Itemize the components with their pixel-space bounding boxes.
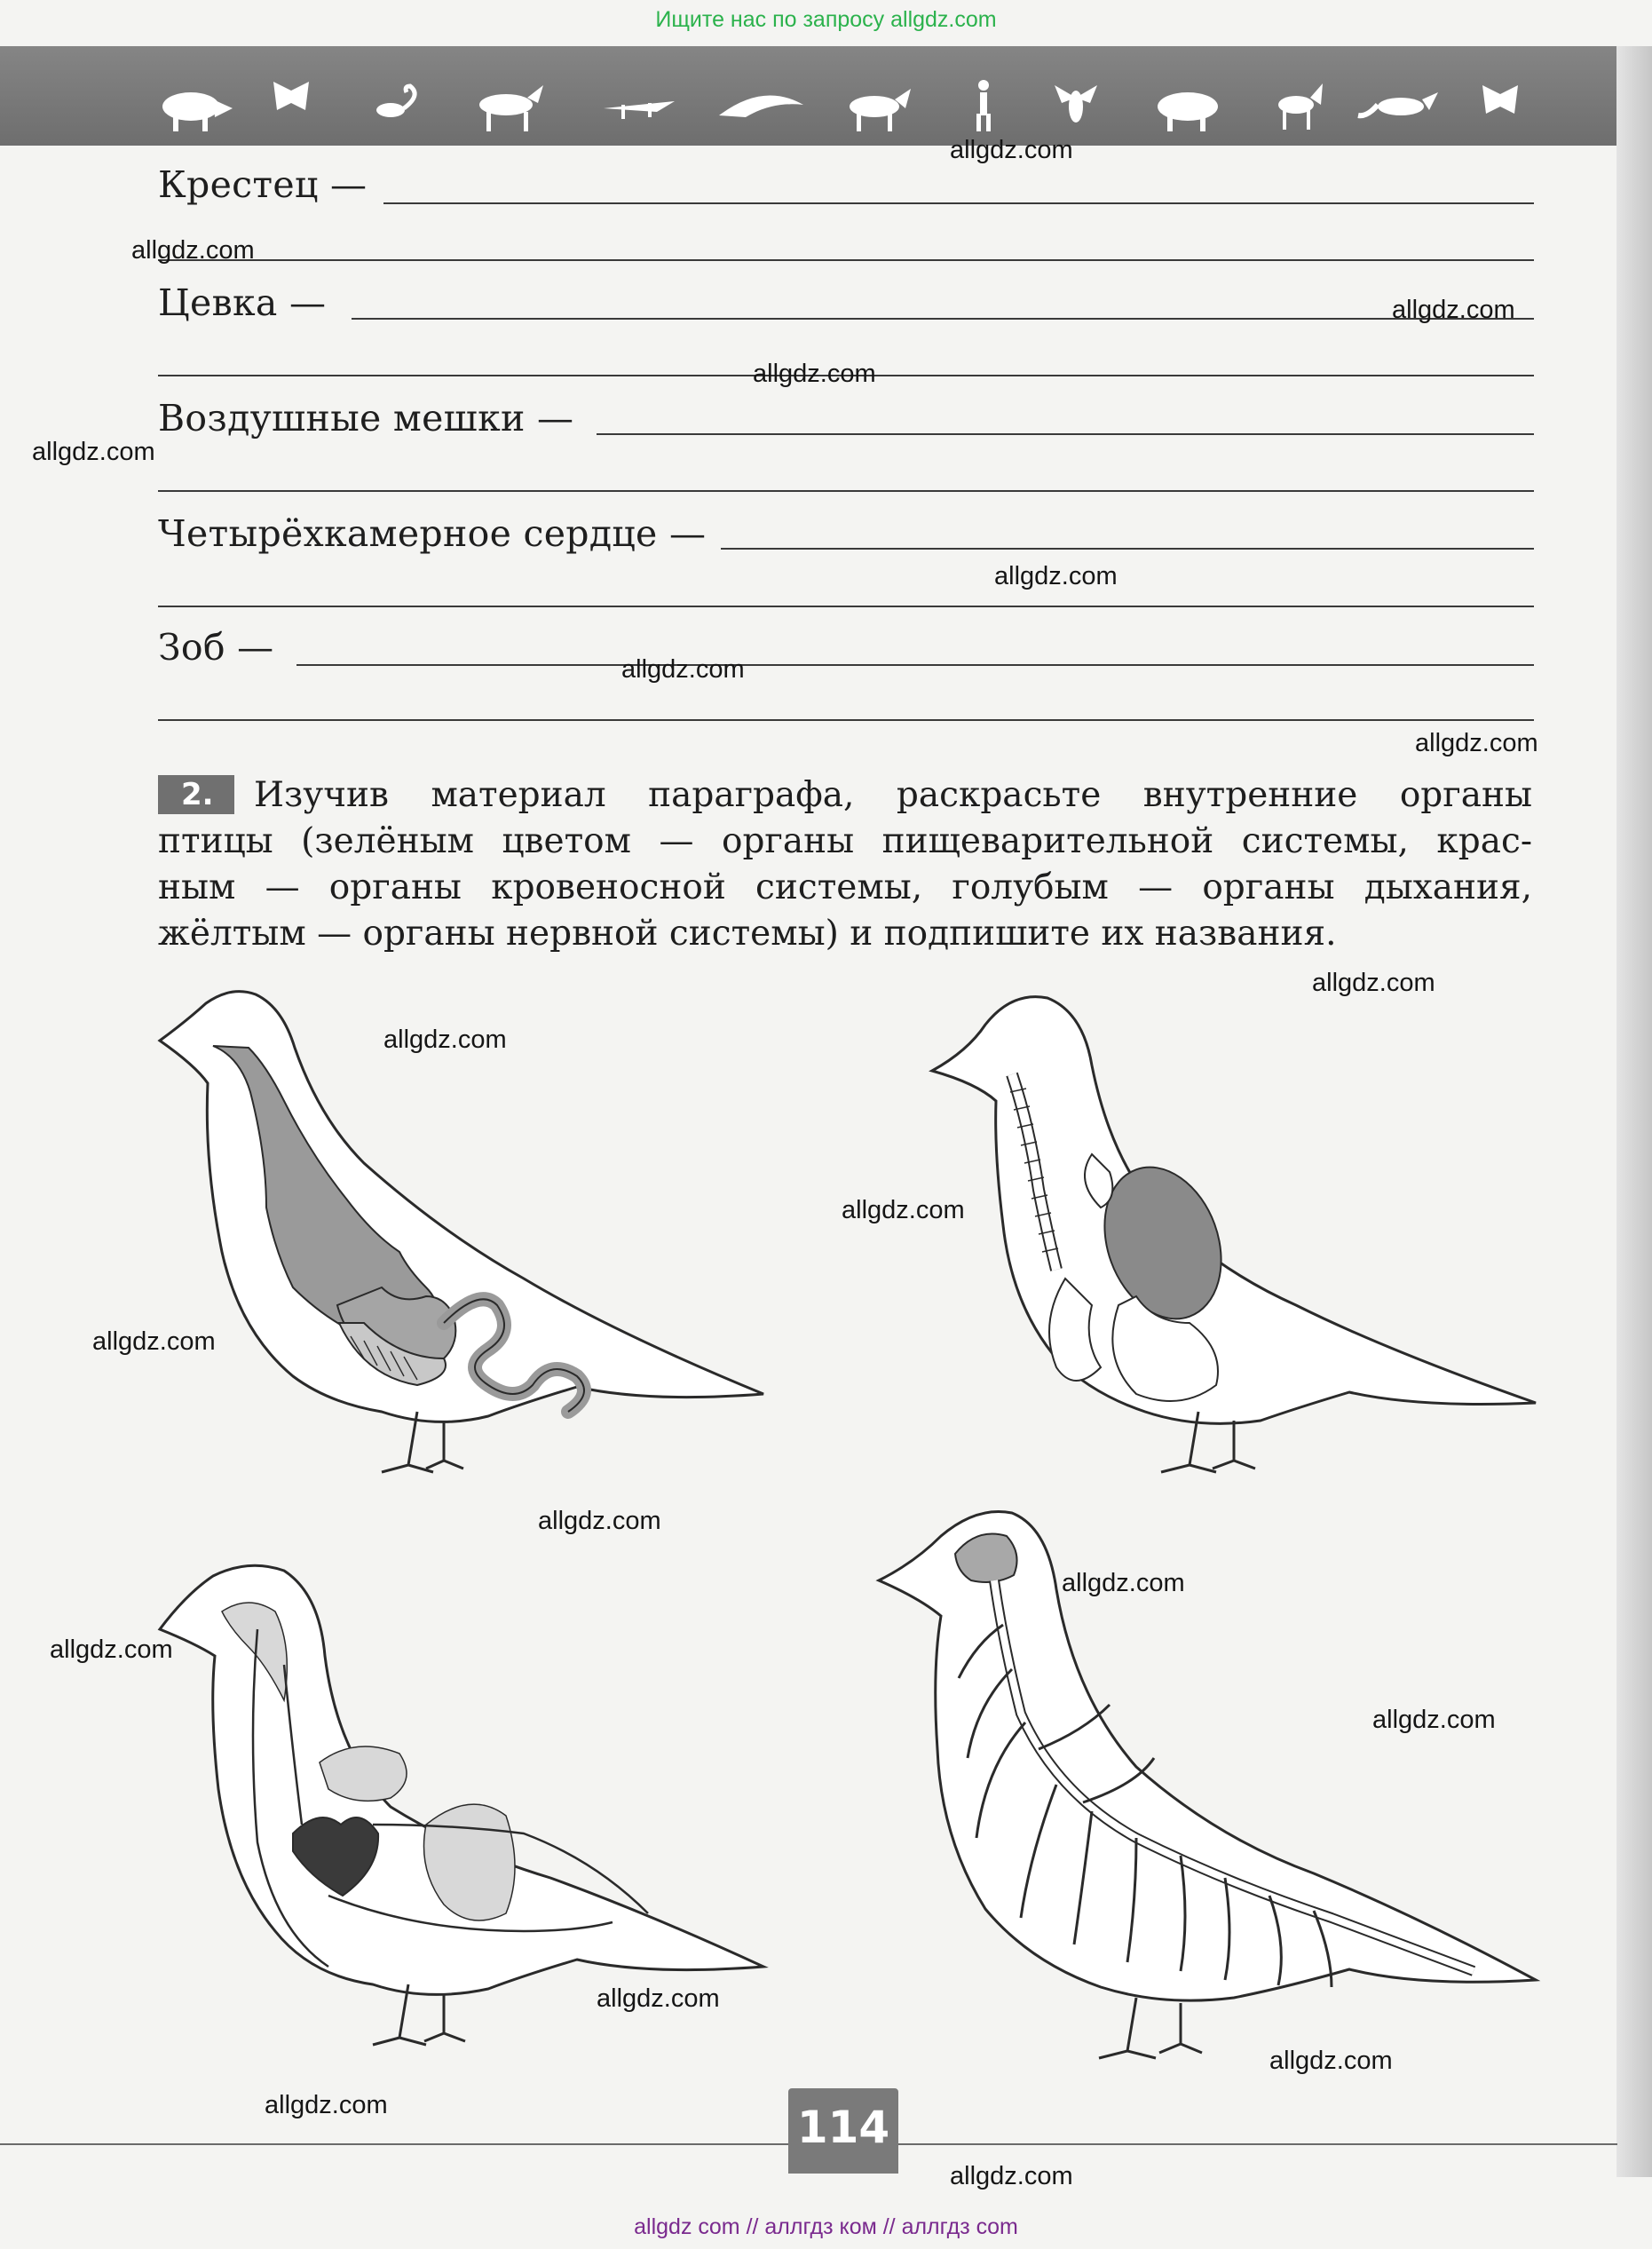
watermark: allgdz.com — [538, 1507, 661, 1535]
answer-line[interactable] — [352, 318, 1534, 320]
watermark: allgdz.com — [265, 2091, 388, 2119]
term-air-sacs: Воздушные мешки — — [158, 397, 574, 440]
watermark: allgdz.com — [50, 1635, 173, 1664]
task-text-line: птицы (зелёным цветом — органы пищеварительной системы, крас- — [158, 821, 1532, 861]
watermark: allgdz.com — [32, 438, 155, 466]
watermark: allgdz.com — [753, 360, 876, 388]
bird-respiratory-system-icon[interactable] — [923, 986, 1545, 1483]
watermark: allgdz.com — [597, 1984, 720, 2013]
watermark: allgdz.com — [1269, 2047, 1393, 2075]
term-sacrum: Крестец — — [158, 163, 368, 206]
animal-silhouettes-icon — [0, 46, 1652, 146]
task-text-line: ным — органы кровеносной системы, голубым — органы дыхания, — [158, 867, 1532, 907]
watermark: allgdz.com — [621, 655, 745, 684]
watermark: allgdz.com — [994, 562, 1118, 590]
bird-nervous-system-icon[interactable] — [870, 1501, 1545, 2069]
bird-circulatory-system-icon[interactable] — [151, 1558, 772, 2055]
watermark: allgdz.com — [842, 1196, 965, 1224]
page-number: 114 — [796, 2102, 890, 2153]
answer-line[interactable] — [597, 433, 1534, 435]
watermark: allgdz.com — [1312, 969, 1435, 997]
page-binding-edge — [1616, 46, 1652, 2177]
bird-digestive-system-icon[interactable] — [151, 986, 772, 1483]
term-four-chamber-heart: Четырёхкамерное сердце — — [158, 512, 707, 555]
watermark: allgdz.com — [1415, 729, 1538, 757]
task-number-badge: 2. — [158, 775, 234, 814]
term-tarsometatarsus: Цевка — — [158, 281, 327, 324]
watermark: allgdz.com — [950, 2162, 1073, 2190]
watermark: allgdz.com — [950, 136, 1073, 164]
header-band — [0, 46, 1652, 146]
watermark: allgdz.com — [383, 1026, 507, 1054]
watermark: allgdz.com — [1372, 1706, 1496, 1734]
answer-line[interactable] — [158, 606, 1534, 607]
answer-line[interactable] — [158, 490, 1534, 492]
watermark: allgdz.com — [1062, 1569, 1185, 1597]
top-site-note: Ищите нас по запросу allgdz.com — [655, 7, 997, 32]
answer-line[interactable] — [158, 259, 1534, 261]
bottom-site-note: allgdz com // аллгдз ком // аллгдз com — [634, 2214, 1018, 2239]
watermark: allgdz.com — [1392, 296, 1515, 324]
watermark: allgdz.com — [92, 1327, 216, 1356]
task-text-line: жёлтым — органы нервной системы) и подпишите их названия. — [158, 914, 1337, 954]
answer-line[interactable] — [383, 202, 1534, 204]
answer-line[interactable] — [721, 548, 1534, 550]
answer-line[interactable] — [158, 719, 1534, 721]
task-text-line: Изучив материал параграфа, раскрасьте внутренние органы — [254, 775, 1532, 815]
term-crop: Зоб — — [158, 626, 274, 669]
answer-line[interactable] — [296, 664, 1534, 666]
watermark: allgdz.com — [131, 236, 255, 265]
